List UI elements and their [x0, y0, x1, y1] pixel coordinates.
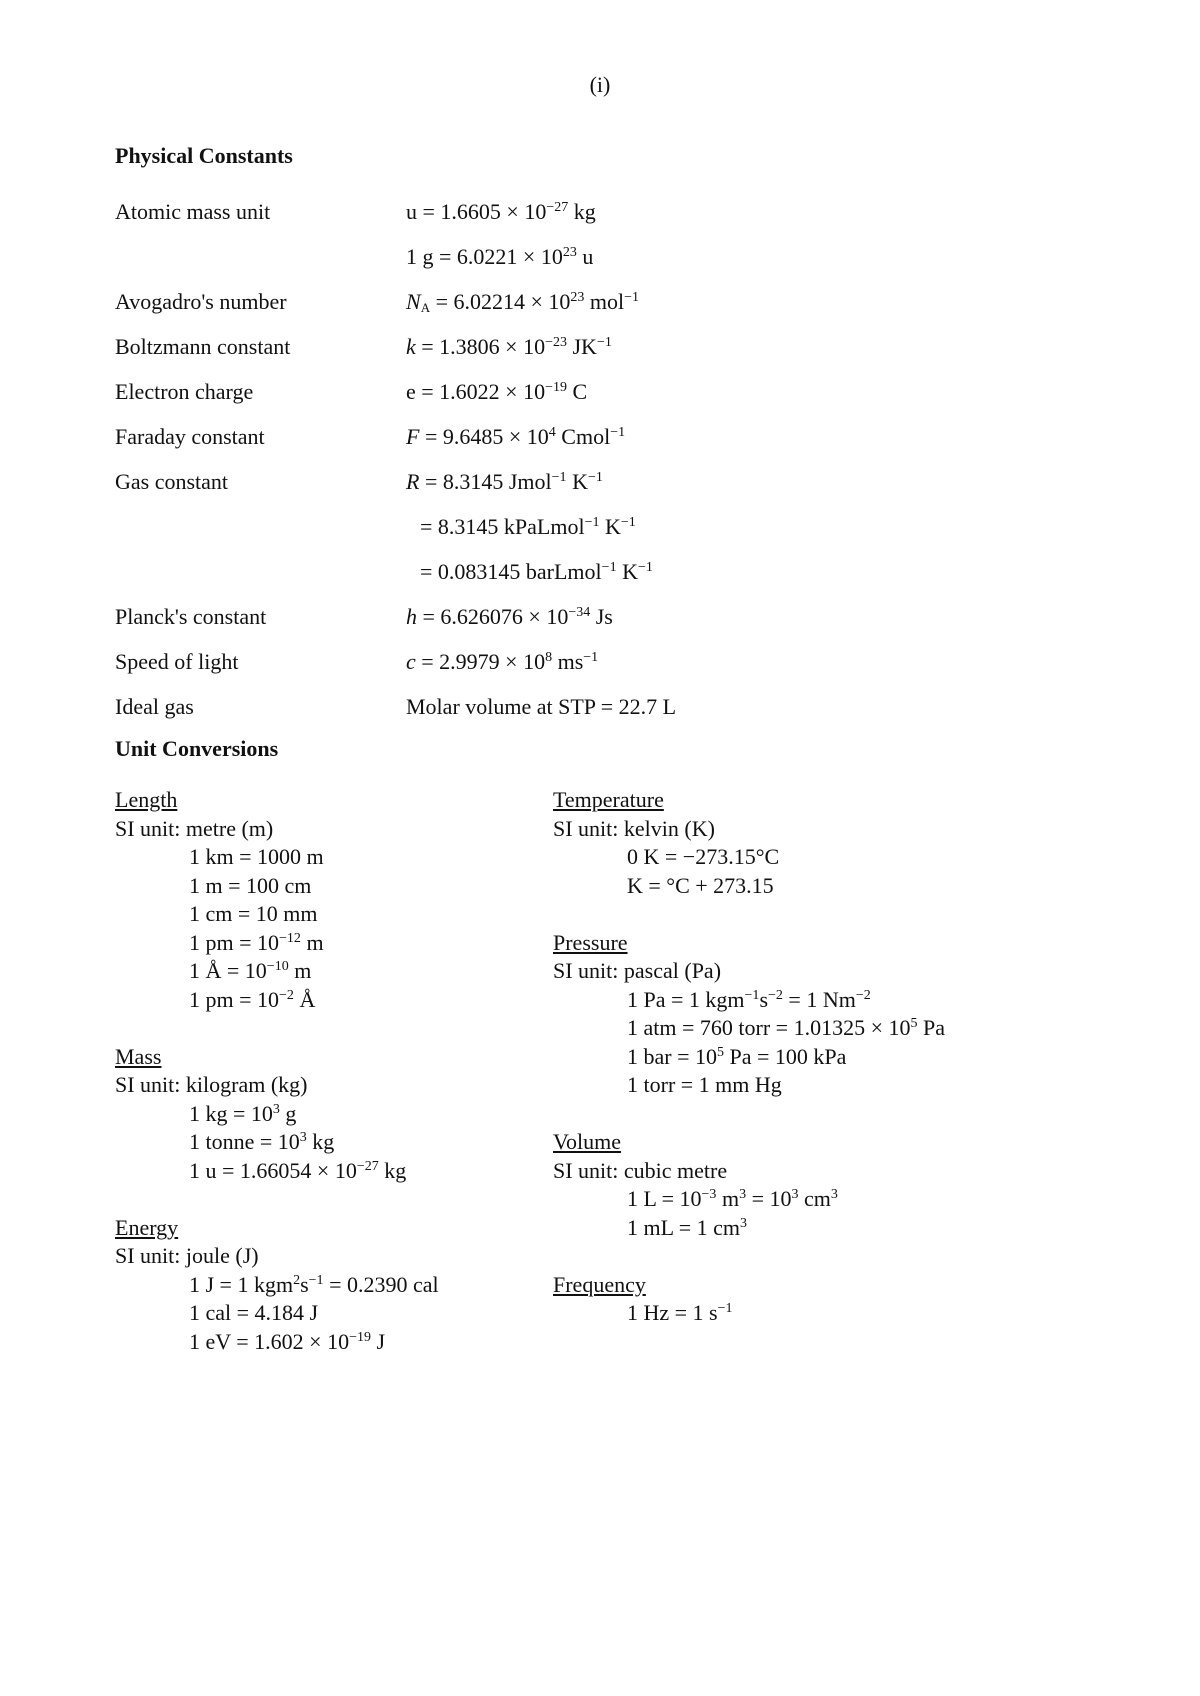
constant-value: R = 8.3145 Jmol$^{-1}$ $K^{-1}$ — [406, 469, 603, 494]
constant-label: Boltzmann constant — [115, 334, 291, 359]
constant-label: Atomic mass unit — [115, 199, 271, 224]
conversion-block-frequency — [553, 1271, 945, 1328]
conversion-item: 1 pm = $10^{-12}$ m — [189, 929, 324, 955]
conversion-title: Mass — [115, 1043, 162, 1069]
constant-label: Faraday constant — [115, 424, 265, 449]
conversion-item: 1 pm = $10^{-2}$ Å — [189, 986, 316, 1012]
conversion-title: Volume — [553, 1129, 622, 1154]
constant-value: = 0.083145 barLmol$^{-1}$ $K^{-1}$ — [420, 559, 653, 584]
conversion-item: 1 Å = $10^{-10}$ m — [189, 958, 312, 983]
conversion-block-mass — [115, 1043, 439, 1186]
conversion-item: 1 J = 1 $kgm^2s^{-1} = 0.2390$ cal — [189, 1271, 439, 1297]
constant-value: $N_A = 6.02214 \times 10^{23}$ mol$^{-1}$ — [406, 289, 640, 315]
si-unit: SI unit: metre (m) — [115, 815, 274, 841]
si-unit: SI unit: cubic metre — [553, 1157, 728, 1183]
conversion-title: Temperature — [553, 787, 664, 812]
conversion-item: 1 kg = $10^3$ g — [189, 1100, 297, 1126]
si-unit: SI unit: kelvin (K) — [553, 815, 715, 841]
constant-label: Avogadro's number — [115, 289, 287, 314]
conversion-title: Frequency — [553, 1271, 646, 1297]
constant-value: 1 $g = 6.0221 \times 10^{23}$ u — [406, 244, 594, 269]
conversion-item: 1 mL = 1 $cm^3$ — [627, 1214, 748, 1240]
conversion-block-length — [115, 786, 439, 1014]
constant-value: $k = 1.3806 \times 10^{-23}$ $JK^{-1}$ — [406, 334, 612, 359]
conversion-item: 1 cal = 4.184 J — [189, 1300, 319, 1325]
si-unit: SI unit: pascal (Pa) — [553, 958, 722, 983]
conversion-block-temperature — [553, 786, 945, 900]
physical-constants-heading: Physical Constants — [115, 143, 293, 168]
conversion-item: 1 tonne = $10^3$ kg — [189, 1129, 335, 1154]
si-unit: SI unit: kilogram (kg) — [115, 1072, 308, 1097]
conversion-item: 1 Pa = 1 $kgm^{-1}s^{-2} = 1$ $Nm^{-2}$ — [627, 986, 871, 1012]
conversion-item: K = °C + 273.15 — [627, 872, 774, 898]
constant-label: Gas constant — [115, 469, 229, 494]
conversion-title: Pressure — [553, 929, 628, 955]
conversion-item: 1 cm = 10 mm — [189, 901, 318, 926]
constant-label: Ideal gas — [115, 694, 194, 719]
conversion-item: 1 torr = 1 mm Hg — [627, 1072, 782, 1097]
constant-label: Electron charge — [115, 379, 254, 404]
si-unit: SI unit: joule (J) — [115, 1243, 259, 1268]
conversion-block-energy — [115, 1214, 439, 1357]
conversion-item: 0 K = −273.15°C — [627, 844, 780, 869]
constant-value: $c = 2.9979 \times 10^8$ $ms^{-1}$ — [406, 649, 599, 674]
conversion-title: Length — [115, 787, 178, 812]
constant-value: = 8.3145 kPaLmol$^{-1}$ $K^{-1}$ — [420, 514, 636, 539]
conversion-item: 1 km = 1000 m — [189, 844, 324, 869]
conversion-item: 1 $L = 10^{-3}$ $m^3 = 10^3$ $cm^3$ — [627, 1186, 838, 1211]
constant-value: $u = 1.6605 \times 10^{-27}$ kg — [406, 199, 596, 224]
conversion-block-volume — [553, 1128, 945, 1242]
conversions-right-column — [553, 786, 945, 1356]
conversion-item: 1 bar = $10^5$ Pa = 100 kPa — [627, 1043, 847, 1069]
conversion-item: 1 m = 100 cm — [189, 872, 312, 898]
conversion-item: 1 eV = $1.602 \times 10^{-19}$ J — [189, 1328, 386, 1354]
conversion-block-pressure — [553, 929, 945, 1100]
conversion-item: 1 Hz = 1 $s^{-1}$ — [627, 1300, 733, 1325]
constant-value: Molar volume at STP = 22.7 L — [406, 694, 677, 719]
constant-label: Speed of light — [115, 649, 239, 674]
constant-label: Planck's constant — [115, 604, 267, 629]
conversion-title: Energy — [115, 1214, 179, 1240]
conversions-left-column — [115, 786, 439, 1385]
constant-value: $e = 1.6022 \times 10^{-19}$ C — [406, 379, 588, 404]
page-number: (i) — [589, 72, 611, 97]
constant-value: $h = 6.626076 \times 10^{-34}$ Js — [406, 604, 613, 629]
unit-conversions-heading: Unit Conversions — [115, 736, 279, 761]
conversion-item: 1 atm = 760 torr = $1.01325 \times 10^5$ Pa — [627, 1015, 945, 1040]
constant-value: $F = 9.6485 \times 10^4$ Cmol$^{-1}$ — [406, 424, 626, 449]
conversion-item: 1 $u = 1.66054 \times 10^{-27}$ kg — [189, 1157, 407, 1183]
